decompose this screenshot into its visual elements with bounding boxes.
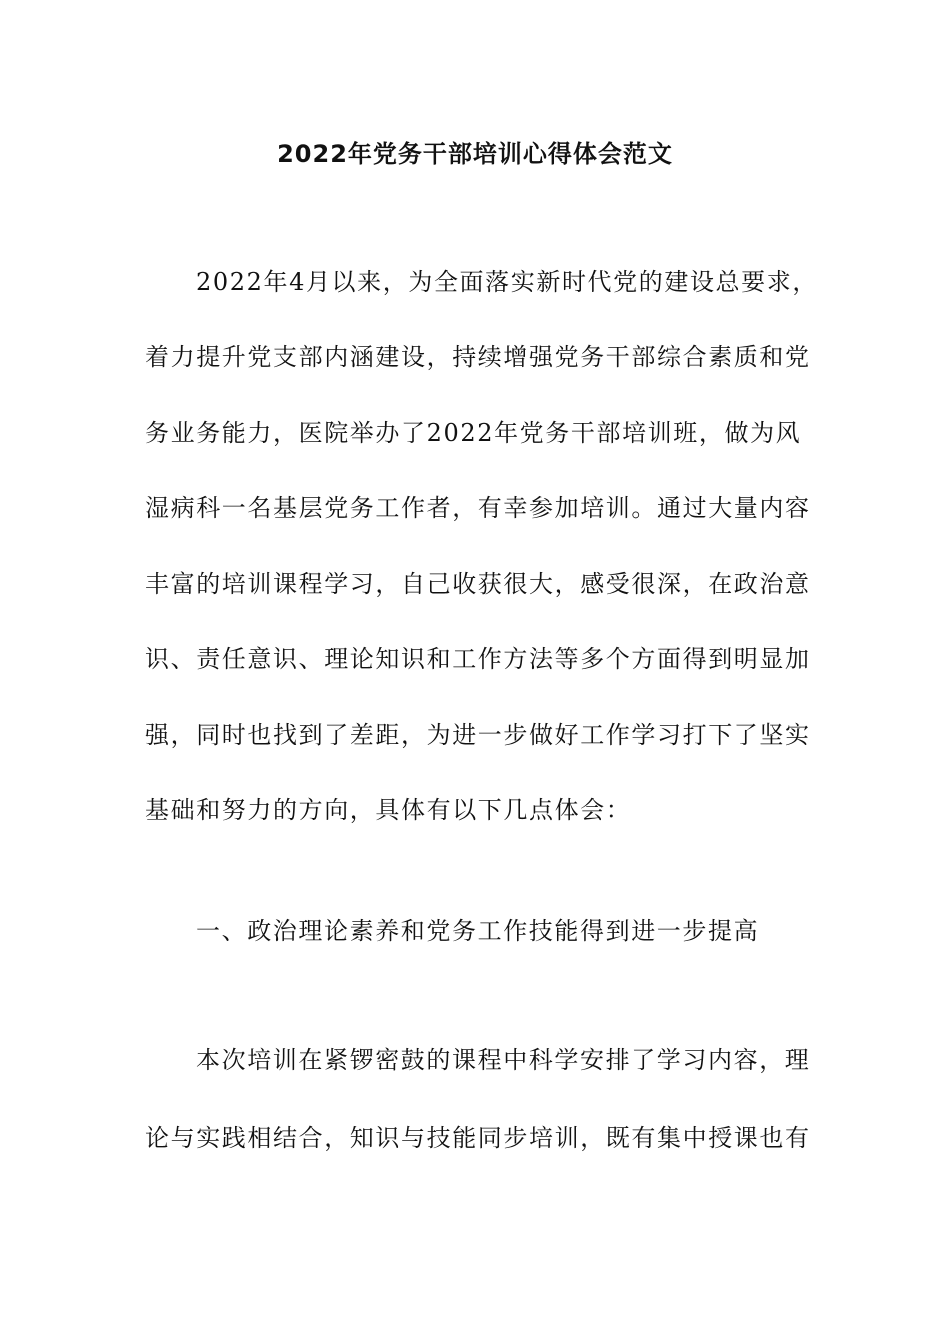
paragraph-line: 识、责任意识、理论知识和工作方法等多个方面得到明显加 <box>145 645 811 673</box>
paragraph-line: 强，同时也找到了差距，为进一步做好工作学习打下了坚实 <box>145 721 811 749</box>
section-heading: 一、政治理论素养和党务工作技能得到进一步提高 <box>196 917 760 945</box>
paragraph-line: 基础和努力的方向，具体有以下几点体会： <box>145 796 632 824</box>
paragraph-line: 本次培训在紧锣密鼓的课程中科学安排了学习内容，理 <box>196 1046 811 1074</box>
paragraph-line: 务业务能力，医院举办了2022年党务干部培训班，做为风 <box>145 419 802 447</box>
paragraph-line: 湿病科一名基层党务工作者，有幸参加培训。通过大量内容 <box>145 494 811 522</box>
paragraph-line: 着力提升党支部内涵建设，持续增强党务干部综合素质和党 <box>145 343 811 371</box>
paragraph-line: 2022年4月以来，为全面落实新时代党的建设总要求， <box>196 268 818 296</box>
paragraph-line: 丰富的培训课程学习，自己收获很大，感受很深，在政治意 <box>145 570 811 598</box>
paragraph-line: 论与实践相结合，知识与技能同步培训，既有集中授课也有 <box>145 1124 811 1152</box>
document-title: 2022年党务干部培训心得体会范文 <box>277 140 673 168</box>
